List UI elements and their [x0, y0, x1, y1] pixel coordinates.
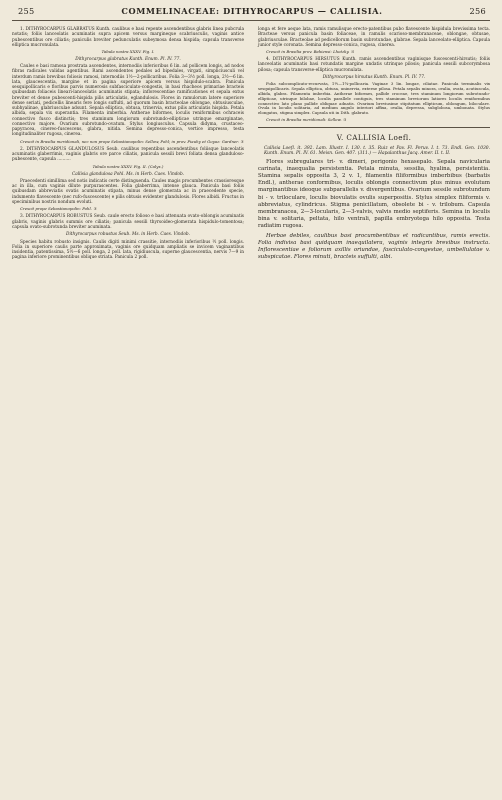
species-1-synonym: Dithyrocarpus glabratus Kunth. Enum. Pl. IV. 77.	[75, 56, 181, 62]
running-header	[12, 6, 490, 21]
species-4-habitat: Crescit in Brasilia meridionali: Sellow. ♃	[266, 117, 347, 123]
page-number-right: 256	[469, 6, 486, 16]
species-1-description: Caules e basi ramosa prostrata ascendentes, internodiis inferioribus 6 lin. ad pollicem longis, ad nodos fibras radicales validas agentibus. Rami ascendentes pedales ad bipedales, virgati, simpliciusculi vel interdum ramis brevibus foliosis ramosi, internodiis 1½—2-pollicaribus. Folia 3—3½ poll. longa, 2½—6 lin. lata, glaucescentia, margine et in pagina superiore apicem versus hispidulo-scabra. Panicula sesquipollicaris e floribus parvis numerosis subfasciculato-congestis, in basi rhacheos primariae bracteis quibusdam foliaceis lineari-lanceolatis acuminatis stipata; inflorescentiae ramificationes et sepala extus breviter et dense pubescenti-hispida pilis articulatis, eglandulosis. Flores in ramulorum latere superiore dense seriati, pedicellis linearis fere longis suffulti, ad quorum basin bracteolae oblongae, obtusiusculae, subhyalinae, glabriusculae adsunt. Sepala elliptica, obtusa, trinervia, extus pilis articulatis hispida. Petala albida, sepala vix superantia. Filamenta imberbia. Antherae biformes, loculis reniformibus ochraceis connectivo fusco distinctis; tres staminum longiorum subrotundo-ellipticae utrinque emarginatae, connectivo majore. Ovarium subrotundo-ovatum. Stylus longiusculus. Capsula didyma, crustaceo-papyracea, cinereo-fuscescens, glabra, nitida. Semina depresso-conica, vertice impresso, testa longitudinaliter rugosa, cinerea.	[12, 64, 244, 138]
genus-heading: V. CALLISIA Loefl.	[258, 127, 490, 142]
genus-references: Callisia Loefl. it. 392. Lam. Illustr. I. 130. t. 35. Ruiz et Pav. Fl. Peruv. I. t. 73. Endl. Gen. 1030. Kunth. Enum. Pl. IV. 61. Meisn. Gen. 407. (311.) — Hapalanthus Jacq. Amer. II. t. II.	[264, 145, 490, 157]
species-2-habitat: Crescit prope Sebastianopolin: Pohl. ♃	[20, 206, 97, 212]
species-4-synonym: Dithyrocarpus hirsutus Kunth. Enum. Pl. IV. 77.	[322, 75, 426, 81]
species-3-habitat: Crescit in Brasilia prov. Bahiensi: Lhotzky. ♃	[266, 49, 355, 55]
two-column-body	[12, 27, 490, 264]
species-2-synonym: Callisia glandulosa Pohl. Ms. in Herb. Caes. Vindob.	[71, 171, 185, 177]
species-3-synonym: Dithyrocarpus robustus Seub. Ms. in Herb. Caes. Vindob.	[66, 232, 190, 238]
species-1-habitat: Crescit in Brasilia meridionali, nec non prope Sebastianopolin: Sellow, Pohl; in prov. Piauhy et Goyaz: Gardner. ♃	[20, 138, 244, 144]
species-2-description: Praecedenti simillima sed notis indicatis certe distinguenda. Caules magis procumbentes crassioresque ac in illa, cum vaginis dilute purpurascentes. Folia glaberrima, intense glauca. Panicula basi foliis quibusdam abbreviatis ovatis acuminatis stipata, minus dense glomerata ac in praecedente specie, indumento flavescente (nec rufo-fuscescente) e pilis obtusis evidenter glandulosis. Flores albidi. Fructus in speciminibus nostris nondum evoluti.	[12, 178, 244, 205]
species-1-plate-ref: Tabula nostra XXXV. Fig. I.	[101, 49, 155, 55]
genus-habit: Herbae debiles, caulibus basi procumbentibus et radicantibus, ramis erectis. Folia indivisa basi quidquam inaequilatera, vaginis integris brevibus instructa. Inflorescentiae e foliorum axillis oriundae, fasciculato-congestae, umbellulatae v. subspicatae. Flores minuti, bracteis suffulti, albi.	[258, 233, 490, 261]
running-title: COMMELINACEAE: DITHYROCARPUS — CALLISIA.	[121, 6, 383, 16]
species-2-plate-ref: Tabula nostra XXXV. Fig. II. (Calyx.)	[92, 163, 164, 169]
genus-description-block	[258, 159, 490, 261]
left-column	[12, 27, 244, 264]
species-4-description: Folia subcomplicato-recurvata, 1½—1¾-pollicaria. Vaginae 3 lin. longae, ciliatae. Panicula terminalis vix sesquipollicaris. Sepala elliptica, obtusa, uninervia, externe pilosa. Petala sepalis minora, ovalia, ovata, acutiuscula, albida, glabra. Filamenta imberbia. Antherae biformes, pallide croceae, tres staminum longiorum subrotundo-ellipticae, utrinque bilobae, loculis parallele contiguis, tres staminum breviorum latiores loculis reniformibus connectivo lato plano pallide obliquae adnatis. Ovarium breviusime stipitatum ellipticum, oblongum, biloculare. Ovula in loculis solitaria, ad medium angulo interiori affixa, ovalia, depressa, subglobosa, umbonata. Stylus elongatus, stigma simplex. Capsula uti in Dith. glabrato.	[258, 81, 490, 116]
species-2-diagnosis: 2. DITHYROCARPUS GLANDULOSUS Seub. caulibus repentibus ascendentibus foliisque lanceolatis acuminatis glaberrimis, vaginis glabris ore parce ciliatis, panicula sessili brevi foliata densa glanduloso-pubescente, capsula ..........	[12, 146, 244, 163]
species-3-description: Species habitu robusto insignis. Caulis digiti minimi crassitie, internodiis inferioribus ½ poll. longis. Folia in superiore caulis parte approximata, vaginis ore quidquam ampliatis se invicem vaginantibus insidentia, patentissima, 5½—6 poll. longa, 2 poll. lata, rigidiuscula, superne glaucescentia, nervis 7—9 in pagina inferiore prominentibus oblique striata. Panicula 2 poll.	[12, 239, 244, 261]
right-column	[258, 27, 490, 264]
page-number-left: 255	[18, 6, 35, 16]
species-1-diagnosis: 1. DITHYROCARPUS GLABRATUS Kunth. caulibus e basi repente ascendentibus glabris linea pubcrula notatis; foliis lanceolatis acuminatis supra apicem versus margineque scabriusculis, vaginis antice pubescentibus ore ciliatis; paniculis breviter pedunculatis subeymosa densa hispida; capsula transverse elliptica mucronulata.	[12, 27, 244, 48]
species-4-diagnosis: 4. DITHYROCARPUS HIRSUTUS Kunth. ramis ascendentibus vaginisque fuscescenti-hirsutis; foliis lanceolatis acuminatis basi rotundatis margine undatis utrinque pilosis; panicula sessili subcorymbosa pilosa; capsula transverse-elliptica mucronulata.	[258, 57, 490, 73]
species-3-diagnosis: 3. DITHYROCARPUS ROBUSTUS Seub. caule erecto folioso e basi attenuata ovato-oblongis acuminatis glabris, vaginis glabris summis ore ciliatis; panicula sessili thyrsoideo-glomerata hispidulo-tomentosa; capsula ovato-subrotunda breviter acuminata.	[12, 214, 244, 230]
species-3-continuation: longa et fere aeque lata, ramis ramulisque erecto-patentibus pubo flavescente hispidula brevissima tecta. Bracteae versus panicula basin foliaceae, in ramulis scarioso-membranaceae, oblongae, obtusae, glabriusculae. Bracteolae ad pedicellorum basin subrotundae, glabrae. Sepala lanceolato-elliptica. Capsula junior style coronata. Semina depresso-conica, rugosa, cinerea.	[258, 27, 490, 48]
genus-description: Flores subregulares tri- v. dimeri, perigonio hexasepalo. Sepala navicularia carinata, inaequalia persistentia. Petala minuta, sessilia, hyalina, persistentia. Stamina sepalis opposita 3, 2 v. 1, filamentis filiformibus imberbibus (barbatis Endl.), antherae conformibus, loculis oblongis connectivum plus minus evolutum marginantibus ideoque subparallelis v. divergentibus. Ovarium sessile subrotundum bi - v. triloculare, loculis biovulatis ovulis superpositis. Stylus simplex filiformis v. abbreviatus, cylindricus. Stigma penicillatum, obsolete bi - v. trilobum. Capsula membranacea, 2—3-locularis, 2—3-valvis, valvis medio septiferis. Semina in loculis bina v. solitaria, peltata, hilo ventrali, papilla embryotega hilo opposita. Testa radiatim rugosa.	[258, 159, 490, 229]
